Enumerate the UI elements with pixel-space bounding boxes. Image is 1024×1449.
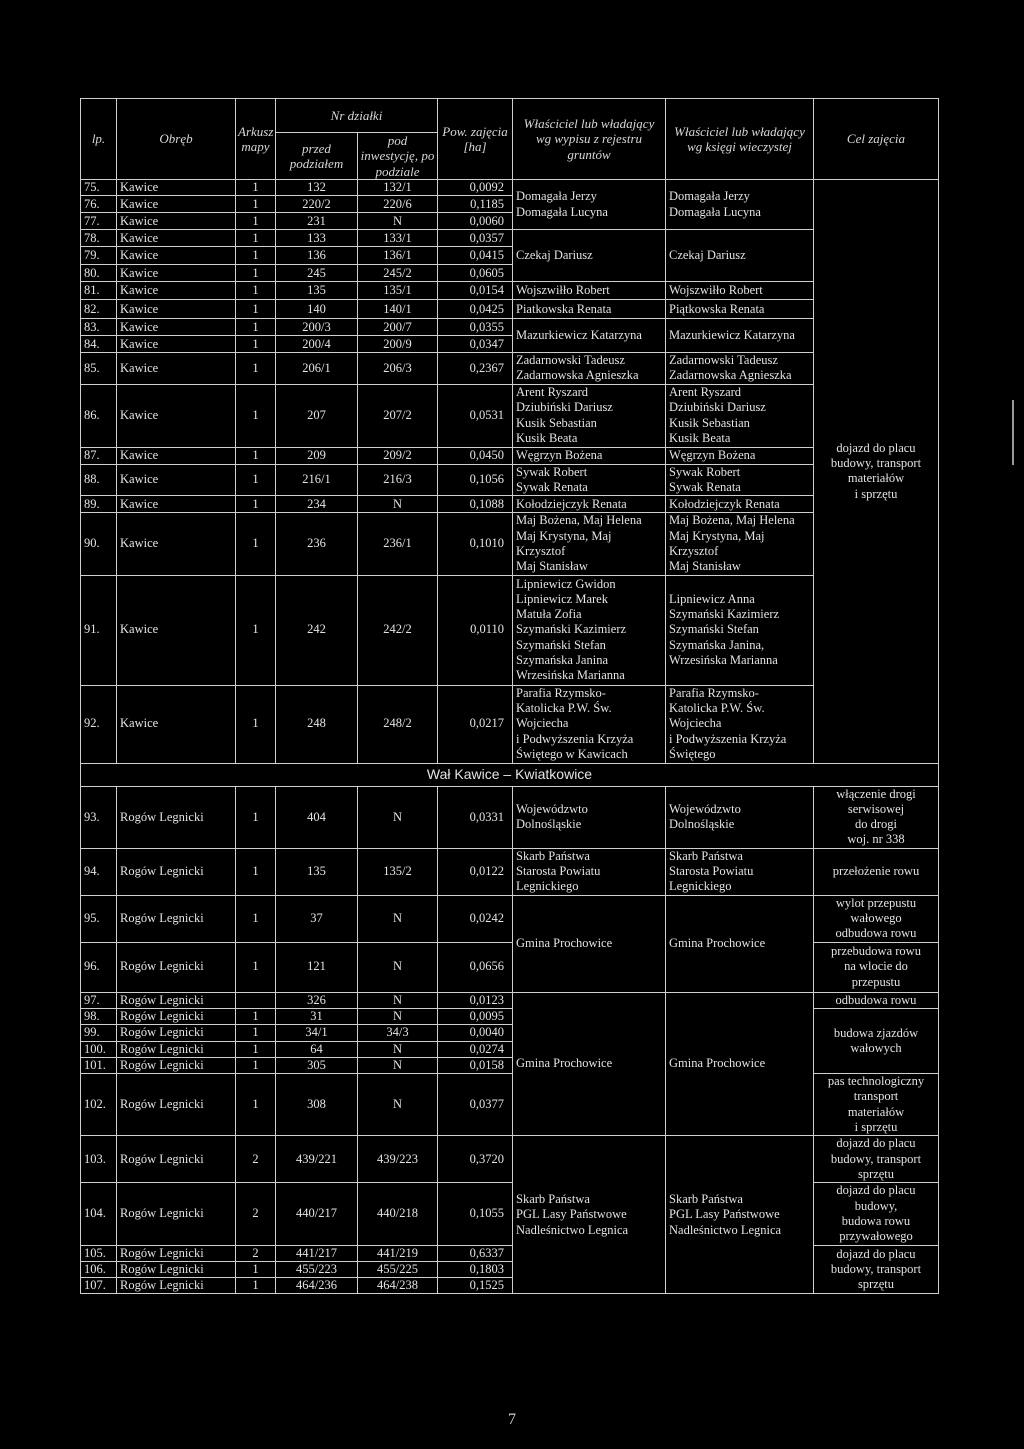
parcel-before-cell: 326: [276, 992, 358, 1008]
lp-cell: 106.: [81, 1261, 117, 1277]
area-cell: 0,0357: [438, 230, 513, 247]
parcel-before-cell: 135: [276, 282, 358, 300]
parcel-before-cell: 248: [276, 685, 358, 763]
table-row: [81, 384, 939, 447]
obreb-cell: Kawice: [117, 575, 236, 685]
table-row: [81, 992, 939, 1008]
parcel-after-cell: 140/1: [358, 300, 438, 319]
owner-kw-cell: Gmina Prochowice: [666, 895, 814, 992]
arkusz-cell: 1: [236, 213, 276, 230]
obreb-cell: Rogów Legnicki: [117, 1074, 236, 1136]
parcel-before-cell: 121: [276, 942, 358, 992]
arkusz-cell: 1: [236, 464, 276, 496]
arkusz-cell: 1: [236, 282, 276, 300]
area-cell: 0,0123: [438, 992, 513, 1008]
area-cell: 0,1525: [438, 1278, 513, 1294]
lp-cell: 94.: [81, 848, 117, 895]
lp-cell: 102.: [81, 1074, 117, 1136]
parcel-after-cell: 220/6: [358, 196, 438, 213]
parcel-before-cell: 31: [276, 1008, 358, 1024]
owner-egib-cell: Domagała Jerzy Domagała Lucyna: [513, 179, 666, 229]
arkusz-cell: 1: [236, 1278, 276, 1294]
obreb-cell: Kawice: [117, 319, 236, 336]
obreb-cell: Rogów Legnicki: [117, 1025, 236, 1041]
arkusz-cell: 1: [236, 384, 276, 447]
obreb-cell: Kawice: [117, 300, 236, 319]
arkusz-cell: 1: [236, 1057, 276, 1073]
lp-cell: 79.: [81, 247, 117, 265]
area-cell: 0,1055: [438, 1183, 513, 1245]
obreb-cell: Kawice: [117, 282, 236, 300]
arkusz-cell: 1: [236, 942, 276, 992]
arkusz-cell: 1: [236, 685, 276, 763]
parcel-after-cell: 248/2: [358, 685, 438, 763]
arkusz-cell: 1: [236, 196, 276, 213]
arkusz-cell: 1: [236, 265, 276, 282]
owner-egib-cell: Gmina Prochowice: [513, 992, 666, 1136]
owner-kw-cell: Wojewódzwto Dolnośląskie: [666, 786, 814, 848]
arkusz-cell: 1: [236, 179, 276, 195]
lp-cell: 91.: [81, 575, 117, 685]
arkusz-cell: 1: [236, 353, 276, 385]
obreb-cell: Rogów Legnicki: [117, 1278, 236, 1294]
parcel-before-cell: 140: [276, 300, 358, 319]
lp-cell: 95.: [81, 895, 117, 942]
area-cell: 0,1185: [438, 196, 513, 213]
area-cell: 0,0242: [438, 895, 513, 942]
purpose-cell: dojazd do placu budowy, transport sprzętu: [814, 1245, 939, 1294]
area-cell: 0,0656: [438, 942, 513, 992]
parcel-before-cell: 242: [276, 575, 358, 685]
area-cell: 0,1010: [438, 513, 513, 575]
owner-egib-cell: Lipniewicz Gwidon Lipniewicz Marek Matuła Zofia Szymański Kazimierz Szymański Stefan Szymańska Janina Wrzesińska Marianna: [513, 575, 666, 685]
purpose-cell: dojazd do placu budowy, transport sprzętu: [814, 1136, 939, 1183]
owner-kw-cell: Gmina Prochowice: [666, 992, 814, 1136]
owner-egib-cell: Węgrzyn Bożena: [513, 447, 666, 464]
owner-kw-cell: Skarb Państwa PGL Lasy Państwowe Nadleśnictwo Legnica: [666, 1136, 814, 1294]
obreb-cell: Kawice: [117, 447, 236, 464]
parcel-after-cell: 464/238: [358, 1278, 438, 1294]
parcel-after-cell: N: [358, 992, 438, 1008]
lp-cell: 97.: [81, 992, 117, 1008]
parcel-after-cell: 236/1: [358, 513, 438, 575]
area-cell: 0,0217: [438, 685, 513, 763]
owner-egib-cell: Wojszwiłło Robert: [513, 282, 666, 300]
parcel-after-cell: 207/2: [358, 384, 438, 447]
purpose-cell: dojazd do placu budowy, budowa rowu przywałowego: [814, 1183, 939, 1245]
parcel-before-cell: 200/4: [276, 336, 358, 353]
obreb-cell: Kawice: [117, 213, 236, 230]
lp-cell: 90.: [81, 513, 117, 575]
parcel-after-cell: N: [358, 496, 438, 513]
arkusz-cell: 1: [236, 247, 276, 265]
parcel-after-cell: N: [358, 213, 438, 230]
table-row: [81, 786, 939, 848]
arkusz-cell: 2: [236, 1136, 276, 1183]
obreb-cell: Rogów Legnicki: [117, 1057, 236, 1073]
parcel-before-cell: 200/3: [276, 319, 358, 336]
table-row: [81, 1136, 939, 1183]
arkusz-cell: 1: [236, 1025, 276, 1041]
parcel-after-cell: 135/1: [358, 282, 438, 300]
owner-egib-cell: Mazurkiewicz Katarzyna: [513, 319, 666, 353]
col-header-obreb: Obręb: [117, 99, 236, 180]
table-row: [81, 496, 939, 513]
parcel-before-cell: 455/223: [276, 1261, 358, 1277]
parcel-before-cell: 404: [276, 786, 358, 848]
col-header-owner-kw: Właściciel lub władający wg księgi wieczystej: [666, 99, 814, 180]
owner-egib-cell: Gmina Prochowice: [513, 895, 666, 992]
area-cell: 0,0274: [438, 1041, 513, 1057]
area-cell: 0,0531: [438, 384, 513, 447]
owner-egib-cell: Maj Bożena, Maj Helena Maj Krystyna, Maj Krzysztof Maj Stanisław: [513, 513, 666, 575]
parcel-after-cell: 136/1: [358, 247, 438, 265]
obreb-cell: Rogów Legnicki: [117, 1261, 236, 1277]
parcel-before-cell: 234: [276, 496, 358, 513]
lp-cell: 96.: [81, 942, 117, 992]
arkusz-cell: 1: [236, 895, 276, 942]
land-parcel-table: [80, 98, 939, 1294]
arkusz-cell: 1: [236, 1041, 276, 1057]
area-cell: 0,0154: [438, 282, 513, 300]
margin-line: [1012, 400, 1014, 465]
owner-egib-cell: Parafia Rzymsko- Katolicka P.W. Św. Wojciecha i Podwyższenia Krzyża Świętego w Kawicach: [513, 685, 666, 763]
arkusz-cell: 1: [236, 230, 276, 247]
purpose-cell: wylot przepustu wałowego odbudowa rowu: [814, 895, 939, 942]
parcel-after-cell: 135/2: [358, 848, 438, 895]
owner-kw-cell: Parafia Rzymsko- Katolicka P.W. Św. Wojciecha i Podwyższenia Krzyża Świętego: [666, 685, 814, 763]
parcel-after-cell: 242/2: [358, 575, 438, 685]
parcel-after-cell: 455/225: [358, 1261, 438, 1277]
owner-kw-cell: Czekaj Dariusz: [666, 230, 814, 282]
area-cell: 0,0122: [438, 848, 513, 895]
owner-egib-cell: Wojewódzwto Dolnośląskie: [513, 786, 666, 848]
parcel-after-cell: N: [358, 1057, 438, 1073]
area-cell: 0,0605: [438, 265, 513, 282]
area-cell: 0,0060: [438, 213, 513, 230]
lp-cell: 78.: [81, 230, 117, 247]
col-header-lp: lp.: [81, 99, 117, 180]
lp-cell: 98.: [81, 1008, 117, 1024]
parcel-after-cell: N: [358, 1041, 438, 1057]
parcel-before-cell: 231: [276, 213, 358, 230]
purpose-cell: odbudowa rowu: [814, 992, 939, 1008]
area-cell: 0,0040: [438, 1025, 513, 1041]
area-cell: 0,1088: [438, 496, 513, 513]
owner-egib-cell: Sywak Robert Sywak Renata: [513, 464, 666, 496]
lp-cell: 101.: [81, 1057, 117, 1073]
obreb-cell: Kawice: [117, 353, 236, 385]
purpose-cell: przełożenie rowu: [814, 848, 939, 895]
obreb-cell: Kawice: [117, 496, 236, 513]
lp-cell: 82.: [81, 300, 117, 319]
owner-kw-cell: Mazurkiewicz Katarzyna: [666, 319, 814, 353]
table-row: [81, 353, 939, 385]
owner-egib-cell: Skarb Państwa Starosta Powiatu Legnickiego: [513, 848, 666, 895]
parcel-before-cell: 305: [276, 1057, 358, 1073]
area-cell: 0,3720: [438, 1136, 513, 1183]
purpose-cell: włączenie drogi serwisowej do drogi woj. nr 338: [814, 786, 939, 848]
owner-kw-cell: Piątkowska Renata: [666, 300, 814, 319]
lp-cell: 107.: [81, 1278, 117, 1294]
lp-cell: 85.: [81, 353, 117, 385]
obreb-cell: Kawice: [117, 464, 236, 496]
obreb-cell: Rogów Legnicki: [117, 992, 236, 1008]
lp-cell: 80.: [81, 265, 117, 282]
owner-egib-cell: Zadarnowski Tadeusz Zadarnowska Agnieszka: [513, 353, 666, 385]
lp-cell: 86.: [81, 384, 117, 447]
area-cell: 0,0377: [438, 1074, 513, 1136]
parcel-before-cell: 136: [276, 247, 358, 265]
area-cell: 0,2367: [438, 353, 513, 385]
lp-cell: 81.: [81, 282, 117, 300]
obreb-cell: Rogów Legnicki: [117, 895, 236, 942]
owner-kw-cell: Sywak Robert Sywak Renata: [666, 464, 814, 496]
parcel-before-cell: 220/2: [276, 196, 358, 213]
parcel-after-cell: 200/9: [358, 336, 438, 353]
col-header-po: pod inwestycję, po podziale: [358, 133, 438, 180]
area-cell: 0,0450: [438, 447, 513, 464]
area-cell: 0,1056: [438, 464, 513, 496]
owner-kw-cell: Skarb Państwa Starosta Powiatu Legnickiego: [666, 848, 814, 895]
owner-egib-cell: Kołodziejczyk Renata: [513, 496, 666, 513]
owner-egib-cell: Czekaj Dariusz: [513, 230, 666, 282]
area-cell: 0,0158: [438, 1057, 513, 1073]
arkusz-cell: 1: [236, 319, 276, 336]
col-header-pow: Pow. zajęcia [ha]: [438, 99, 513, 180]
parcel-before-cell: 440/217: [276, 1183, 358, 1245]
parcel-after-cell: 439/223: [358, 1136, 438, 1183]
obreb-cell: Rogów Legnicki: [117, 942, 236, 992]
obreb-cell: Kawice: [117, 230, 236, 247]
purpose-cell: pas technologiczny transport materiałów i sprzętu: [814, 1074, 939, 1136]
arkusz-cell: 1: [236, 300, 276, 319]
owner-kw-cell: Maj Bożena, Maj Helena Maj Krystyna, Maj Krzysztof Maj Stanisław: [666, 513, 814, 575]
lp-cell: 93.: [81, 786, 117, 848]
owner-kw-cell: Lipniewicz Anna Szymański Kazimierz Szymański Stefan Szymańska Janina, Wrzesińska Marianna: [666, 575, 814, 685]
area-cell: 0,0331: [438, 786, 513, 848]
table-row: [81, 685, 939, 763]
table-row: [81, 319, 939, 336]
arkusz-cell: [236, 992, 276, 1008]
arkusz-cell: 1: [236, 447, 276, 464]
table-row: [81, 575, 939, 685]
purpose-cell: dojazd do placu budowy, transport materiałów i sprzętu: [814, 179, 939, 763]
lp-cell: 76.: [81, 196, 117, 213]
owner-egib-cell: Skarb Państwa PGL Lasy Państwowe Nadleśnictwo Legnica: [513, 1136, 666, 1294]
col-header-cel: Cel zajęcia: [814, 99, 939, 180]
table-row: [81, 300, 939, 319]
lp-cell: 75.: [81, 179, 117, 195]
lp-cell: 100.: [81, 1041, 117, 1057]
parcel-before-cell: 206/1: [276, 353, 358, 385]
owner-egib-cell: Piatkowska Renata: [513, 300, 666, 319]
col-header-owner-egib: Właściciel lub władający wg wypisu z rejestru gruntów: [513, 99, 666, 180]
parcel-before-cell: 133: [276, 230, 358, 247]
parcel-before-cell: 439/221: [276, 1136, 358, 1183]
lp-cell: 89.: [81, 496, 117, 513]
parcel-before-cell: 207: [276, 384, 358, 447]
purpose-cell: przebudowa rowu na wlocie do przepustu: [814, 942, 939, 992]
obreb-cell: Kawice: [117, 179, 236, 195]
table-row: [81, 513, 939, 575]
lp-cell: 103.: [81, 1136, 117, 1183]
parcel-after-cell: 216/3: [358, 464, 438, 496]
section-title: Wał Kawice – Kwiatkowice: [81, 763, 939, 786]
owner-egib-cell: Arent Ryszard Dziubiński Dariusz Kusik Sebastian Kusik Beata: [513, 384, 666, 447]
col-header-arkusz: Arkusz mapy: [236, 99, 276, 180]
arkusz-cell: 1: [236, 848, 276, 895]
lp-cell: 105.: [81, 1245, 117, 1261]
table-row: [81, 230, 939, 247]
table-row: [81, 179, 939, 195]
parcel-before-cell: 37: [276, 895, 358, 942]
parcel-before-cell: 245: [276, 265, 358, 282]
arkusz-cell: 2: [236, 1183, 276, 1245]
page-number: 7: [508, 1411, 516, 1428]
parcel-after-cell: 133/1: [358, 230, 438, 247]
table-row: [81, 895, 939, 942]
owner-kw-cell: Wojszwiłło Robert: [666, 282, 814, 300]
parcel-after-cell: N: [358, 942, 438, 992]
parcel-after-cell: 206/3: [358, 353, 438, 385]
parcel-after-cell: 132/1: [358, 179, 438, 195]
parcel-before-cell: 209: [276, 447, 358, 464]
obreb-cell: Kawice: [117, 336, 236, 353]
obreb-cell: Rogów Legnicki: [117, 1041, 236, 1057]
area-cell: 0,0355: [438, 319, 513, 336]
parcel-after-cell: 245/2: [358, 265, 438, 282]
obreb-cell: Rogów Legnicki: [117, 1136, 236, 1183]
obreb-cell: Rogów Legnicki: [117, 1245, 236, 1261]
arkusz-cell: 1: [236, 496, 276, 513]
parcel-after-cell: N: [358, 895, 438, 942]
parcel-before-cell: 464/236: [276, 1278, 358, 1294]
obreb-cell: Kawice: [117, 513, 236, 575]
arkusz-cell: 2: [236, 1245, 276, 1261]
area-cell: 0,1803: [438, 1261, 513, 1277]
arkusz-cell: 1: [236, 1008, 276, 1024]
lp-cell: 84.: [81, 336, 117, 353]
table-row: [81, 464, 939, 496]
area-cell: 0,0425: [438, 300, 513, 319]
parcel-after-cell: 200/7: [358, 319, 438, 336]
lp-cell: 99.: [81, 1025, 117, 1041]
parcel-before-cell: 441/217: [276, 1245, 358, 1261]
obreb-cell: Rogów Legnicki: [117, 1008, 236, 1024]
parcel-before-cell: 34/1: [276, 1025, 358, 1041]
table-row: [81, 447, 939, 464]
area-cell: 0,6337: [438, 1245, 513, 1261]
parcel-before-cell: 64: [276, 1041, 358, 1057]
obreb-cell: Rogów Legnicki: [117, 1183, 236, 1245]
owner-kw-cell: Arent Ryszard Dziubiński Dariusz Kusik Sebastian Kusik Beata: [666, 384, 814, 447]
parcel-before-cell: 132: [276, 179, 358, 195]
parcel-after-cell: 34/3: [358, 1025, 438, 1041]
area-cell: 0,0110: [438, 575, 513, 685]
owner-kw-cell: Węgrzyn Bożena: [666, 447, 814, 464]
parcel-after-cell: N: [358, 1074, 438, 1136]
parcel-after-cell: 441/219: [358, 1245, 438, 1261]
obreb-cell: Rogów Legnicki: [117, 848, 236, 895]
obreb-cell: Kawice: [117, 384, 236, 447]
purpose-cell: budowa zjazdów wałowych: [814, 1008, 939, 1073]
arkusz-cell: 1: [236, 513, 276, 575]
lp-cell: 83.: [81, 319, 117, 336]
parcel-before-cell: 216/1: [276, 464, 358, 496]
parcel-after-cell: N: [358, 786, 438, 848]
section-header-row: [81, 763, 939, 786]
col-header-nr-dzialki: Nr działki: [276, 99, 438, 133]
owner-kw-cell: Zadarnowski Tadeusz Zadarnowska Agnieszka: [666, 353, 814, 385]
arkusz-cell: 1: [236, 336, 276, 353]
owner-kw-cell: Domagała Jerzy Domagała Lucyna: [666, 179, 814, 229]
lp-cell: 88.: [81, 464, 117, 496]
arkusz-cell: 1: [236, 786, 276, 848]
parcel-after-cell: N: [358, 1008, 438, 1024]
col-header-przed: przed podziałem: [276, 133, 358, 180]
obreb-cell: Rogów Legnicki: [117, 786, 236, 848]
obreb-cell: Kawice: [117, 196, 236, 213]
parcel-before-cell: 236: [276, 513, 358, 575]
area-cell: 0,0092: [438, 179, 513, 195]
table-row: [81, 848, 939, 895]
parcel-after-cell: 209/2: [358, 447, 438, 464]
arkusz-cell: 1: [236, 1074, 276, 1136]
obreb-cell: Kawice: [117, 265, 236, 282]
lp-cell: 92.: [81, 685, 117, 763]
lp-cell: 104.: [81, 1183, 117, 1245]
arkusz-cell: 1: [236, 1261, 276, 1277]
obreb-cell: Kawice: [117, 685, 236, 763]
lp-cell: 77.: [81, 213, 117, 230]
parcel-after-cell: 440/218: [358, 1183, 438, 1245]
obreb-cell: Kawice: [117, 247, 236, 265]
area-cell: 0,0415: [438, 247, 513, 265]
lp-cell: 87.: [81, 447, 117, 464]
table-row: [81, 282, 939, 300]
area-cell: 0,0347: [438, 336, 513, 353]
parcel-before-cell: 308: [276, 1074, 358, 1136]
area-cell: 0,0095: [438, 1008, 513, 1024]
arkusz-cell: 1: [236, 575, 276, 685]
owner-kw-cell: Kołodziejczyk Renata: [666, 496, 814, 513]
parcel-before-cell: 135: [276, 848, 358, 895]
